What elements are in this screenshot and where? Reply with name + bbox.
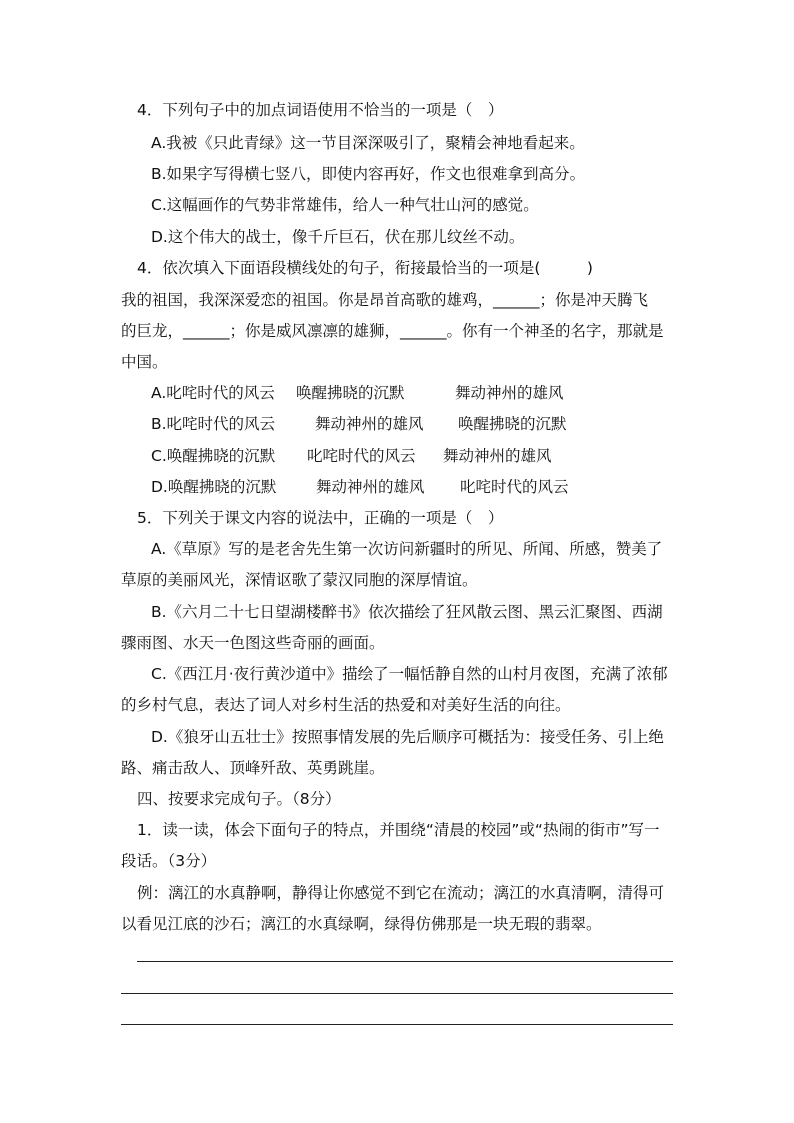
q4a-option-a: A.我被《只此青绿》这一节目深深吸引了，聚精会神地看起来。 bbox=[151, 134, 585, 152]
section4-example-line-1: 例：漓江的水真静啊，静得让你感觉不到它在流动；漓江的水真清啊，清得可 bbox=[137, 884, 665, 902]
q4b-passage-line-2: 的巨龙，______；你是威风凛凛的雄狮，______。你有一个神圣的名字，那就是 bbox=[121, 322, 664, 340]
q5-line-3: B.《六月二十七日望湖楼醉书》依次描绘了狂风散云图、黑云汇聚图、西湖 bbox=[151, 603, 663, 621]
q5-line-7: D.《狼牙山五壮士》按照事情发展的先后顺序可概括为：接受任务、引上绝 bbox=[151, 728, 664, 746]
section4-q1-line-2: 段话。（3分） bbox=[121, 852, 217, 870]
q4b-option-b-part-1: B.叱咤时代的风云 bbox=[151, 415, 276, 433]
q5-line-6: 的乡村气息，表达了词人对乡村生活的热爱和对美好生活的向往。 bbox=[121, 696, 571, 714]
q4b-passage-line-3: 中国。 bbox=[121, 353, 168, 371]
q5-line-8: 路、痛击敌人、顶峰歼敌、英勇跳崖。 bbox=[121, 759, 385, 777]
q4b-option-c bbox=[151, 446, 552, 466]
q5-stem: 5．下列关于课文内容的说法中，正确的一项是（ ） bbox=[137, 509, 504, 527]
q4b-option-b bbox=[151, 414, 567, 434]
q4b-option-a-part-1: A.叱咤时代的风云 bbox=[151, 384, 275, 402]
q5-line-2: 草原的美丽风光，深情讴歌了蒙汉同胞的深厚情谊。 bbox=[121, 571, 478, 589]
section4-example-line-2: 以看见江底的沙石；漓江的水真绿啊，绿得仿佛那是一块无瑕的翡翠。 bbox=[121, 915, 602, 933]
q4b-option-a-part-2: 唤醒拂晓的沉默 bbox=[296, 384, 405, 402]
q4b-option-d bbox=[151, 477, 569, 497]
q4a-option-c: C.这幅画作的气势非常雄伟，给人一种气壮山河的感觉。 bbox=[151, 196, 539, 214]
q4b-stem: 4．依次填入下面语段横线处的句子，衔接最恰当的一项是( ) bbox=[137, 259, 593, 277]
answer-line-3[interactable] bbox=[121, 1024, 673, 1025]
answer-line-2[interactable] bbox=[121, 993, 673, 994]
section4-q1-line-1: 1．读一读，体会下面句子的特点，并围绕“清晨的校园”或“热闹的街市”写一 bbox=[137, 821, 660, 839]
q4b-passage-line-1: 我的祖国，我深深爱恋的祖国。你是昂首高歌的雄鸡，______；你是冲天腾飞 bbox=[121, 291, 649, 309]
q4b-option-a bbox=[151, 383, 564, 403]
q4b-option-b-part-2: 舞动神州的雄风 bbox=[315, 415, 424, 433]
q4a-option-b: B.如果字写得横七竖八，即使内容再好，作文也很难拿到高分。 bbox=[151, 165, 586, 183]
q4b-option-b-part-3: 唤醒拂晓的沉默 bbox=[458, 415, 567, 433]
q4a-option-d: D.这个伟大的战士，像千斤巨石，伏在那儿纹丝不动。 bbox=[151, 228, 525, 246]
q4b-option-c-part-1: C.唤醒拂晓的沉默 bbox=[151, 447, 276, 465]
section-heading: 四、按要求完成句子。（8分） bbox=[137, 790, 341, 808]
q5-line-5: C.《西江月·夜行黄沙道中》描绘了一幅恬静自然的山村月夜图，充满了浓郁 bbox=[151, 665, 668, 683]
answer-line-1[interactable] bbox=[137, 961, 673, 962]
q4b-option-d-part-1: D.唤醒拂晓的沉默 bbox=[151, 478, 277, 496]
q4b-option-c-part-2: 叱咤时代的风云 bbox=[307, 447, 416, 465]
q4a-stem: 4．下列句子中的加点词语使用不恰当的一项是（ ） bbox=[137, 101, 504, 119]
q4b-option-a-part-3: 舞动神州的雄风 bbox=[455, 384, 564, 402]
q4b-option-c-part-3: 舞动神州的雄风 bbox=[443, 447, 552, 465]
q5-line-4: 骤雨图、水天一色图这些奇丽的画面。 bbox=[121, 634, 385, 652]
q4b-option-d-part-3: 叱咤时代的风云 bbox=[460, 478, 569, 496]
q4b-option-d-part-2: 舞动神州的雄风 bbox=[316, 478, 425, 496]
q5-line-1: A.《草原》写的是老舍先生第一次访问新疆时的所见、所闻、所感，赞美了 bbox=[151, 540, 663, 558]
